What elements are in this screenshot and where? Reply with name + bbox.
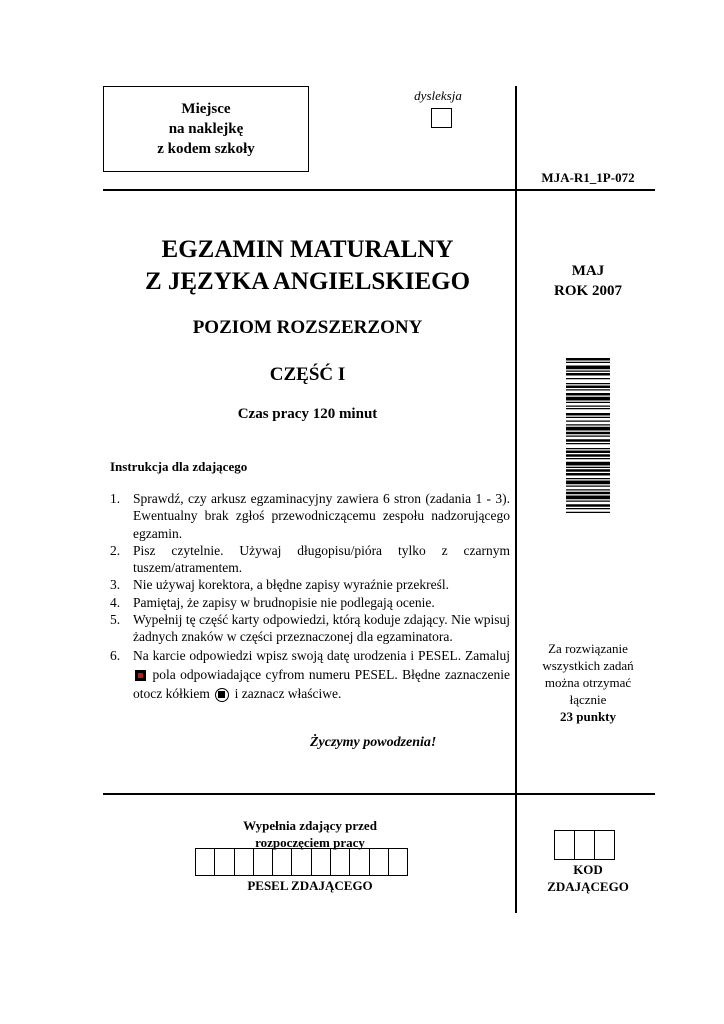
item-text: Wypełnij tę część karty odpowiedzi, którą koduje zdający. Nie wpisuj żadnych znaków w części przeznaczonej dla egzaminatora. [133, 612, 510, 645]
pesel-digit-cell[interactable] [291, 848, 311, 876]
pesel-digit-cell[interactable] [349, 848, 369, 876]
pesel-digit-cell[interactable] [272, 848, 292, 876]
bottom-divider [103, 793, 655, 795]
dyslexia-checkbox[interactable] [431, 108, 452, 128]
sticker-line-2: na naklejkę [168, 121, 244, 137]
kod-label [520, 861, 656, 895]
item-number: 4. [110, 594, 121, 610]
kod-digit-cell[interactable] [554, 830, 575, 860]
points-line: Za rozwiązanie [548, 641, 628, 656]
good-luck-text: Życzymy powodzenia! [310, 735, 437, 750]
points-line: łącznie [569, 692, 607, 707]
list-item [110, 490, 510, 542]
item-text: Na karcie odpowiedzi wpisz swoją datę urodzenia i PESEL. Zamaluj [133, 647, 510, 663]
dyslexia-label: dysleksja [414, 88, 462, 103]
school-sticker-box [103, 86, 309, 172]
list-item [110, 611, 510, 646]
exam-level: POZIOM ROZSZERZONY [192, 317, 423, 338]
sticker-line-1: Miejsce [181, 101, 231, 117]
pesel-digit-cell[interactable] [195, 848, 215, 876]
list-item [110, 542, 510, 577]
title-line-1: EGZAMIN MATURALNY [161, 236, 454, 263]
kod-input-row [555, 830, 615, 860]
points-line: wszystkich zadań [542, 658, 634, 673]
pesel-digit-cell[interactable] [234, 848, 254, 876]
filled-square-icon [135, 670, 146, 681]
item-text: pola odpowiadające cyfrom numeru PESEL. Błędne zaznaczenie otocz kółkiem [133, 666, 511, 701]
pesel-digit-cell[interactable] [253, 848, 273, 876]
pesel-input-row [196, 848, 408, 876]
item-number: 1. [110, 491, 121, 506]
exam-date [520, 261, 656, 301]
instructions-list [110, 490, 510, 703]
item-text: Pisz czytelnie. Używaj długopisu/pióra tylko z czarnym tuszem/atramentem. [133, 542, 510, 576]
exam-time: Czas pracy 120 minut [237, 406, 378, 422]
pesel-digit-cell[interactable] [369, 848, 389, 876]
instructions-heading: Instrukcja dla zdającego [110, 459, 248, 474]
exam-year: ROK 2007 [554, 283, 622, 299]
item-number: 2. [110, 542, 121, 558]
list-item [110, 646, 510, 703]
fill-instruction [200, 817, 420, 851]
list-item [110, 576, 510, 593]
barcode-icon [566, 358, 610, 568]
fill-line: Wypełnia zdający przed [243, 818, 377, 833]
pesel-digit-cell[interactable] [214, 848, 234, 876]
pesel-digit-cell[interactable] [388, 848, 408, 876]
item-text: i zaznacz właściwe. [234, 685, 342, 701]
pesel-digit-cell[interactable] [330, 848, 350, 876]
exam-month: MAJ [571, 263, 605, 279]
list-item [110, 594, 510, 611]
points-total: 23 punkty [560, 709, 616, 724]
top-divider [103, 189, 655, 191]
exam-part: CZĘŚĆ I [269, 364, 346, 385]
item-text: Nie używaj korektora, a błędne zapisy wyraźnie przekreśl. [133, 577, 449, 593]
title-line-2: Z JĘZYKA ANGIELSKIEGO [144, 268, 471, 295]
item-number: 5. [110, 612, 121, 628]
kod-digit-cell[interactable] [574, 830, 595, 860]
fill-line: rozpoczęciem pracy [255, 835, 365, 850]
item-number: 3. [110, 577, 121, 593]
points-info [520, 640, 656, 725]
exam-title [100, 234, 515, 298]
kod-digit-cell[interactable] [594, 830, 615, 860]
points-line: można otrzymać [544, 675, 632, 690]
pesel-digit-cell[interactable] [311, 848, 331, 876]
item-text: Pamiętaj, że zapisy w brudnopisie nie podlegają ocenie. [133, 594, 435, 610]
kod-label-line: KOD [573, 862, 603, 877]
exam-code: MJA-R1_1P-072 [541, 170, 635, 185]
item-text: Sprawdź, czy arkusz egzaminacyjny zawiera 6 stron (zadania 1 - 3). Ewentualny brak zgłoś przewodniczącemu zespołu nadzorującego egzamin. [133, 491, 510, 541]
vertical-divider [515, 86, 517, 913]
circled-square-icon [215, 688, 229, 702]
kod-label-line: ZDAJĄCEGO [547, 879, 629, 894]
sticker-line-3: z kodem szkoły [157, 141, 255, 157]
item-number: 6. [110, 647, 121, 663]
pesel-label: PESEL ZDAJĄCEGO [247, 878, 373, 893]
